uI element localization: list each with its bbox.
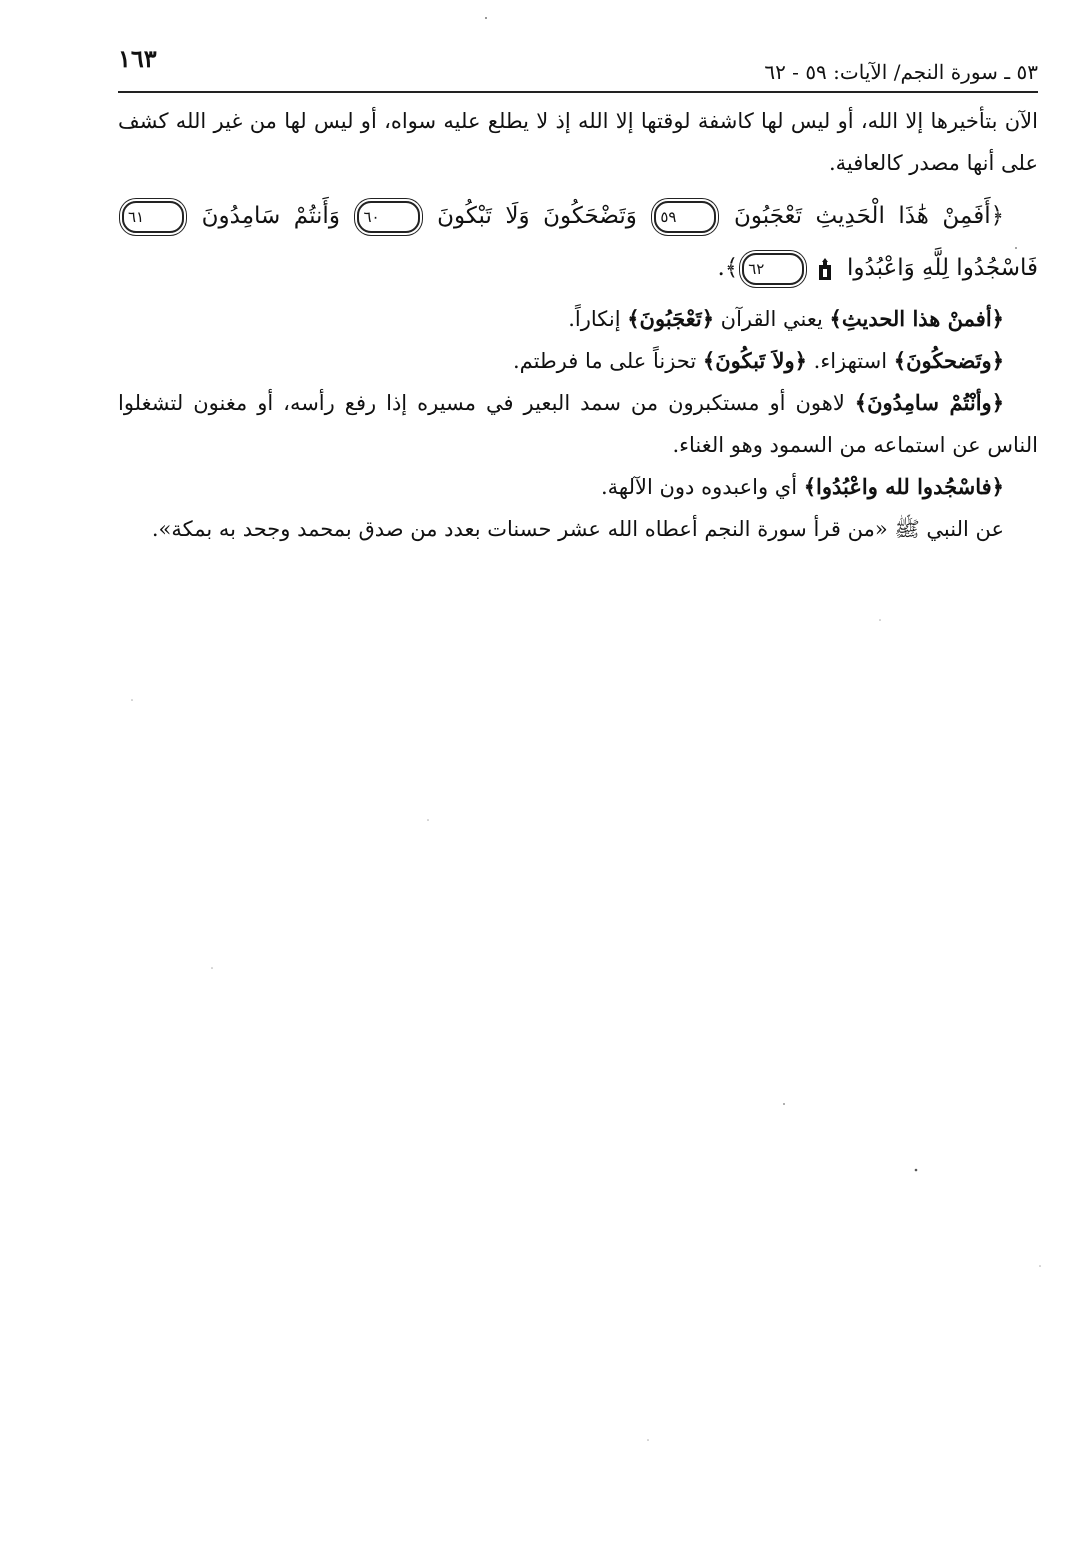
commentary-line-4 — [118, 466, 1038, 508]
running-head: ٥٣ ـ سورة النجم/ الآيات: ٥٩ - ٦٢ — [764, 60, 1038, 84]
verse-part-62: فَاسْجُدُوا لِلَّهِ وَاعْبُدُوا — [847, 255, 1038, 281]
commentary-text: يعني القرآن — [714, 307, 830, 331]
verse-close-bracket: ﴾ — [724, 255, 739, 281]
verse-end-period: . — [717, 255, 725, 281]
paragraph-continuation: الآن بتأخيرها إلا الله، أو ليس لها كاشفة لوقتها إلا الله إذ لا يطلع عليه سواه، أو ليس لها من غير الله كشف على أنها مصدر كالعافية. — [118, 109, 1038, 175]
commentary-text: أي واعبدوه دون الآلهة. — [600, 475, 804, 499]
quote-afamin: ﴿أفمنْ هذا الحديثِ﴾ — [829, 306, 1004, 331]
ayah-number-62: ٦٢ — [742, 253, 804, 285]
verse-part-60: وَتَضْحَكُونَ وَلَا تَبْكُونَ — [437, 203, 637, 229]
quran-verse — [118, 190, 1038, 294]
commentary-text: لاهون أو مستكبرون من سمد البعير في مسيره إذا رفع رأسه، أو مغنون لتشغلوا الناس عن استماعه من السمود وهو الغناء. — [118, 391, 1038, 457]
page-number: ١٦٣ — [118, 44, 157, 73]
page-header — [118, 44, 1038, 90]
quote-tajabun: ﴿تَعْجَبُونَ﴾ — [627, 306, 714, 331]
quote-fasjudu: ﴿فاسْجُدوا لله واعْبُدُوا﴾ — [803, 474, 1004, 499]
header-rule — [118, 91, 1038, 93]
commentary-text: استهزاء. — [806, 349, 894, 373]
ayah-number-59: ٥٩ — [654, 201, 716, 233]
verse-part-59: أَفَمِنْ هَٰذَا الْحَدِيثِ تَعْجَبُونَ — [733, 203, 991, 229]
page-body — [118, 100, 1038, 550]
hadith-line: عن النبي ﷺ «من قرأ سورة النجم أعطاه الله عشر حسنات بعدد من صدق بمحمد وجحد به بمكة». — [151, 517, 1004, 541]
quote-samidun: ﴿وأنْتُمْ سامِدُونَ﴾ — [854, 390, 1004, 415]
verse-open-bracket: ﴿ — [990, 203, 1005, 229]
commentary-line-2 — [118, 340, 1038, 382]
quote-tadhakun: ﴿وتَضحكُونَ﴾ — [893, 348, 1004, 373]
quote-tabkun: ﴿ولاَ تَبكُونَ﴾ — [702, 348, 807, 373]
ayah-number-60: ٦٠ — [357, 201, 419, 233]
commentary-line-1 — [118, 298, 1038, 340]
commentary-text: إنكاراً. — [568, 307, 628, 331]
commentary-text: تحزناً على ما فرطتم. — [512, 349, 703, 373]
sajda-mark-icon — [816, 257, 834, 281]
ayah-number-61: ٦١ — [122, 201, 184, 233]
commentary-line-3 — [118, 382, 1038, 466]
verse-part-61: وَأَنتُمْ سَامِدُونَ — [201, 203, 340, 229]
